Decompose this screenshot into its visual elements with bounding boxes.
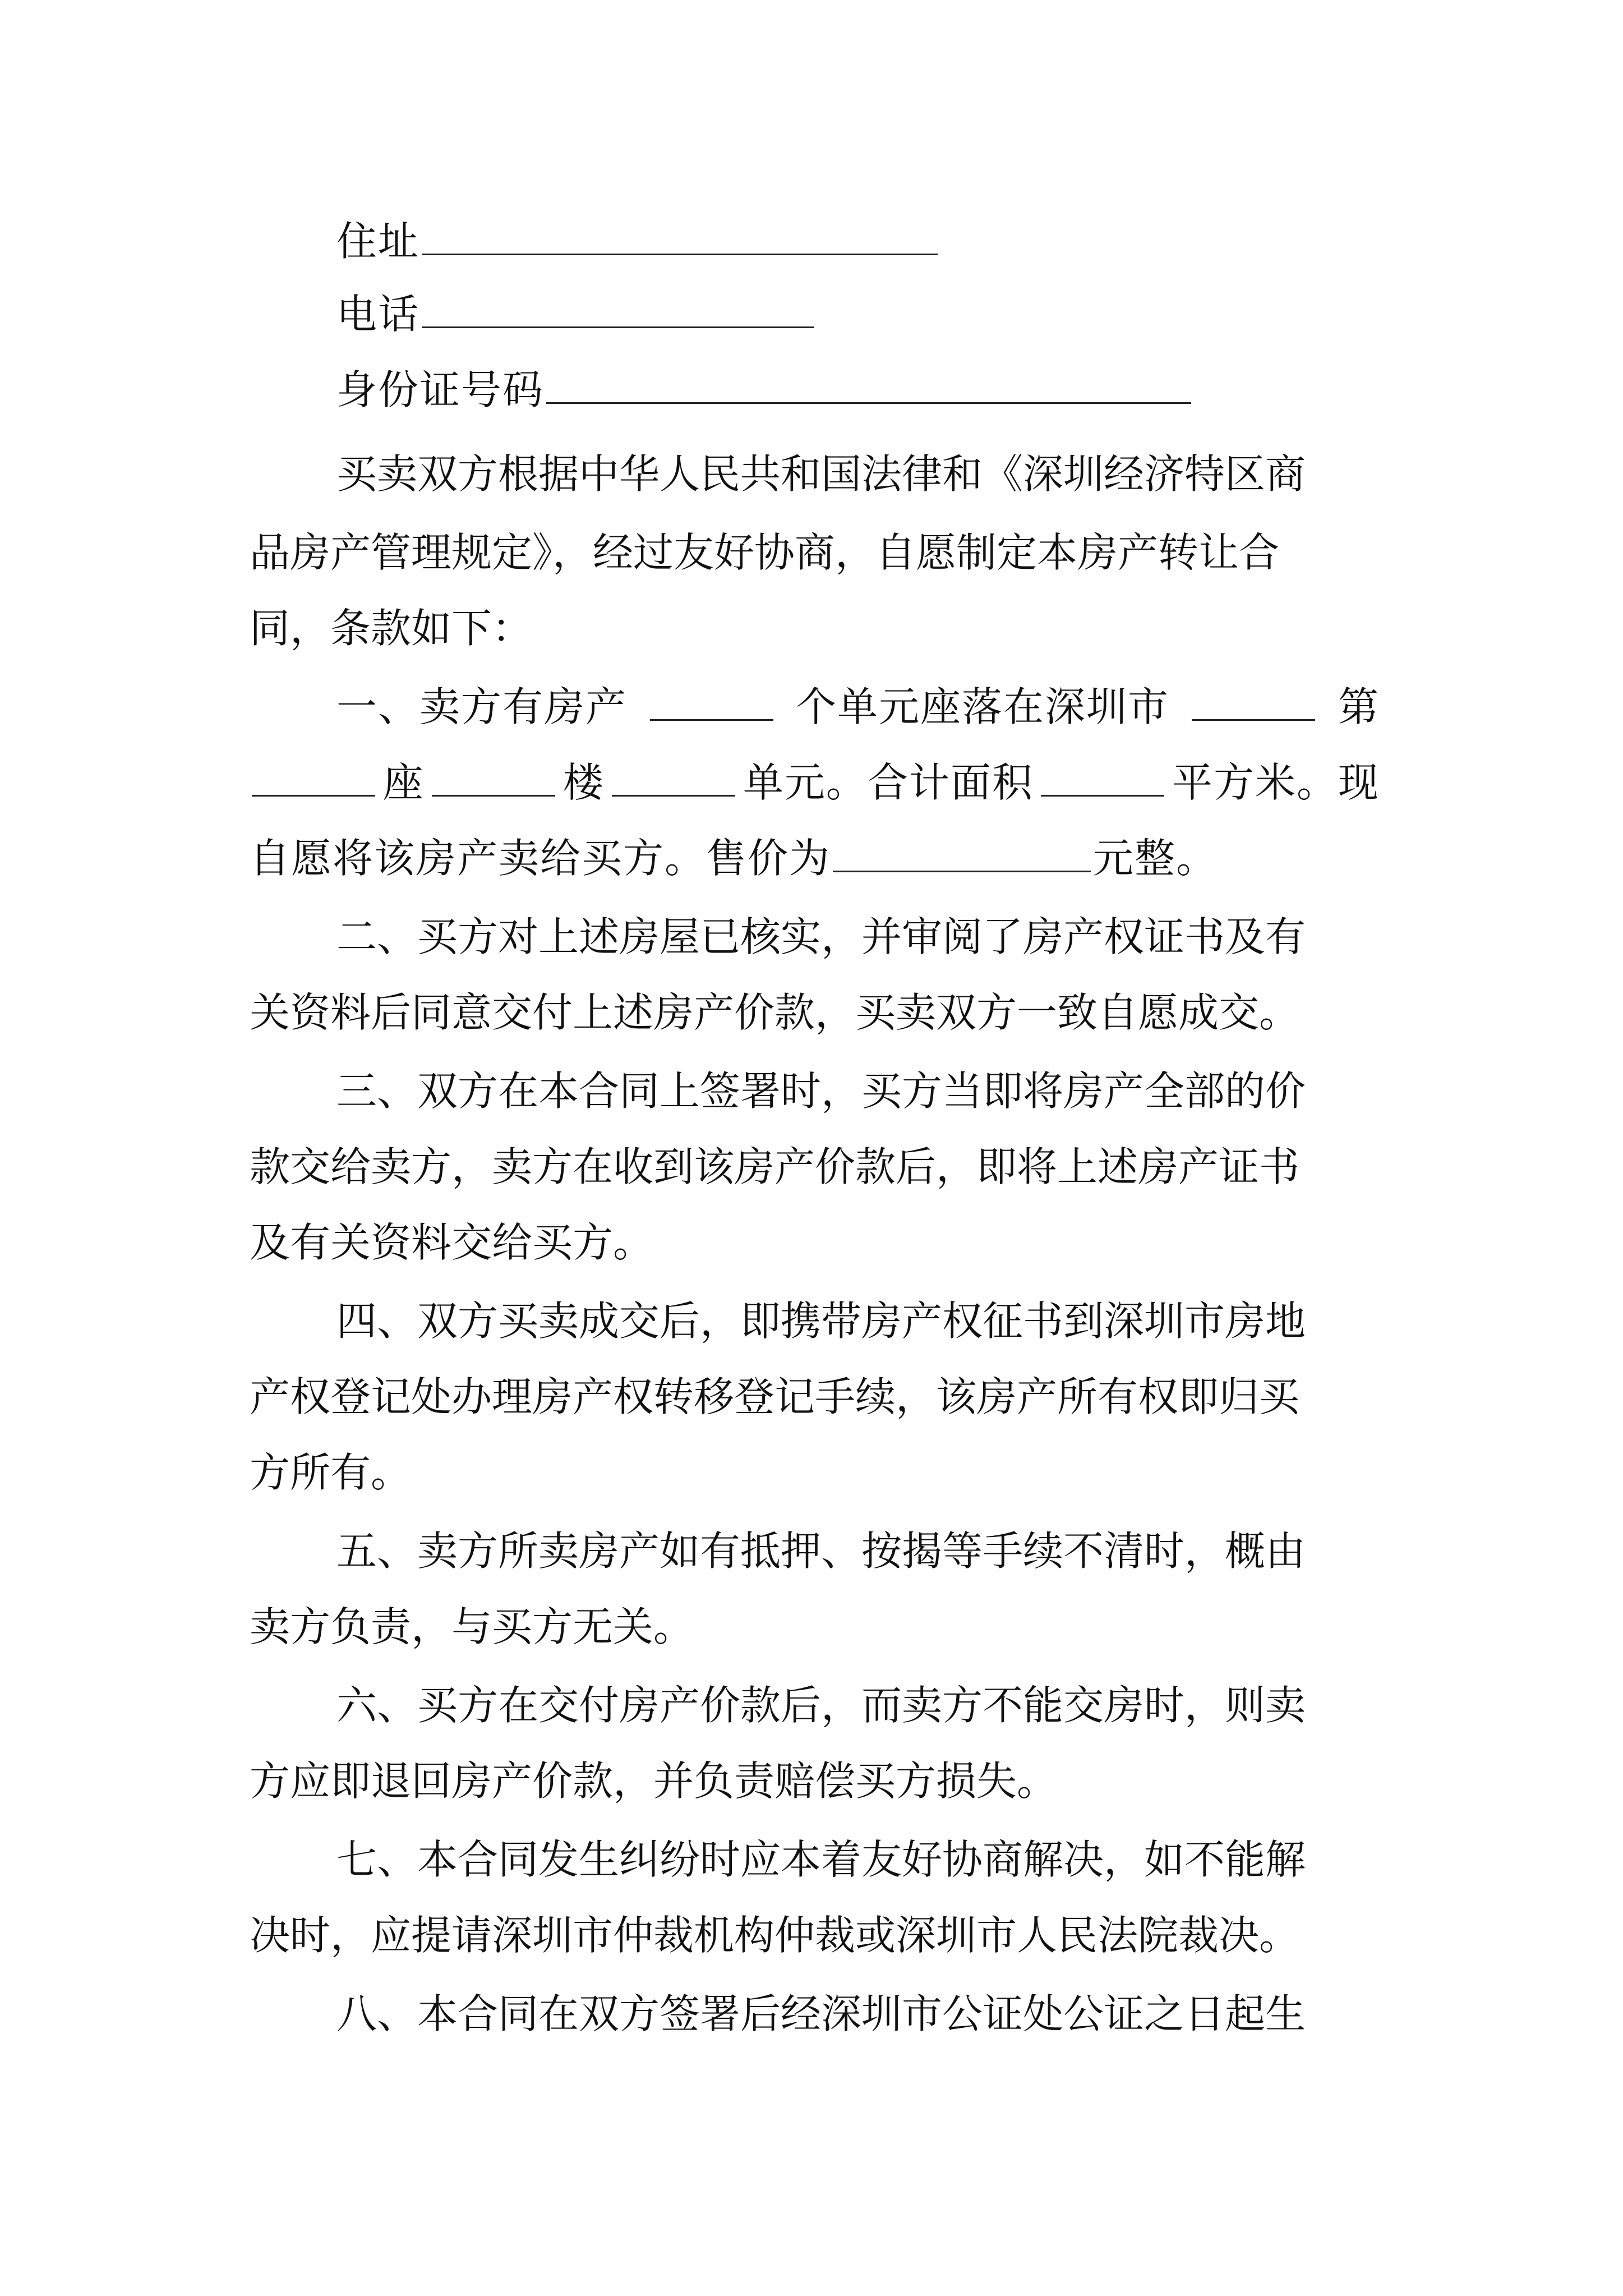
clause-1-text-e: 楼 bbox=[562, 759, 605, 806]
clause-7-line-2: 决时，应提请深圳市仲裁机构仲裁或深圳市人民法院裁决。 bbox=[250, 1912, 1300, 1959]
clause-1-text-d: 座 bbox=[382, 759, 425, 806]
clause-4-line-3: 方所有。 bbox=[250, 1449, 412, 1496]
clause-8-line-1: 八、本合同在双方签署后经深圳市公证处公证之日起生 bbox=[336, 1990, 1306, 2037]
district-blank[interactable] bbox=[1192, 679, 1315, 721]
clause-1-text-h: 自愿将该房产卖给买方。售价为 bbox=[250, 835, 831, 882]
phone-field bbox=[336, 286, 1178, 342]
clause-1-text-i: 元整。 bbox=[1093, 835, 1218, 882]
clause-3-line-2: 款交给卖方，卖方在收到该房产价款后，即将上述房产证书 bbox=[250, 1143, 1300, 1190]
clause-1-line-2 bbox=[250, 754, 1380, 811]
clause-2-line-1: 二、买方对上述房屋已核实，并审阅了房产权证书及有 bbox=[336, 913, 1306, 960]
building-blank[interactable] bbox=[252, 754, 375, 797]
id-label: 身份证号码 bbox=[336, 366, 545, 413]
clause-2-line-2: 关资料后同意交付上述房产价款，买卖双方一致自愿成交。 bbox=[250, 989, 1300, 1036]
clause-5-line-2: 卖方负责，与买方无关。 bbox=[250, 1603, 694, 1650]
clause-1-line-1 bbox=[336, 679, 1380, 735]
clause-6-line-1: 六、买方在交付房产价款后，而卖方不能交房时，则卖 bbox=[336, 1682, 1306, 1729]
id-blank[interactable] bbox=[546, 362, 1191, 404]
unit-blank[interactable] bbox=[612, 754, 735, 797]
clause-1-text-b: 个单元座落在深圳市 bbox=[795, 683, 1169, 730]
address-label: 住址 bbox=[336, 218, 420, 265]
area-blank[interactable] bbox=[1041, 754, 1164, 797]
clause-1-text-a: 一、卖方有房产 bbox=[336, 683, 628, 730]
clause-5-line-1: 五、卖方所卖房产如有抵押、按揭等手续不清时，概由 bbox=[336, 1527, 1306, 1575]
phone-blank[interactable] bbox=[422, 286, 814, 328]
intro-line-3: 同，条款如下： bbox=[250, 605, 533, 652]
floor-blank[interactable] bbox=[432, 754, 555, 797]
clause-4-line-2: 产权登记处办理房产权转移登记手续，该房产所有权即归买 bbox=[250, 1373, 1300, 1420]
clause-7-line-1: 七、本合同发生纠纷时应本着友好协商解决，如不能解 bbox=[336, 1836, 1306, 1883]
clause-3-line-1: 三、双方在本合同上签署时，买方当即将房产全部的价 bbox=[336, 1068, 1306, 1115]
phone-label: 电话 bbox=[336, 291, 420, 338]
id-field bbox=[336, 362, 1290, 418]
intro-line-1: 买卖双方根据中华人民共和国法律和《深圳经济特区商 bbox=[336, 450, 1306, 498]
clause-3-line-3: 及有关资料交给买方。 bbox=[250, 1219, 654, 1266]
clause-1-text-g: 平方米。现 bbox=[1172, 759, 1380, 806]
intro-line-2: 品房产管理规定》，经过友好协商，自愿制定本房产转让合 bbox=[250, 529, 1280, 576]
clause-4-line-1: 四、双方买卖成交后，即携带房产权征书到深圳市房地 bbox=[336, 1297, 1306, 1345]
clause-6-line-2: 方应即退回房产价款，并负责赔偿买方损失。 bbox=[250, 1757, 1058, 1805]
address-field bbox=[336, 213, 1178, 269]
clause-1-text-c: 第 bbox=[1338, 683, 1380, 730]
unit-count-blank[interactable] bbox=[650, 679, 773, 721]
clause-1-line-3 bbox=[250, 830, 1380, 886]
clause-1-text-f: 单元。合计面积 bbox=[743, 759, 1034, 806]
price-blank[interactable] bbox=[833, 830, 1091, 872]
address-blank[interactable] bbox=[422, 213, 938, 255]
